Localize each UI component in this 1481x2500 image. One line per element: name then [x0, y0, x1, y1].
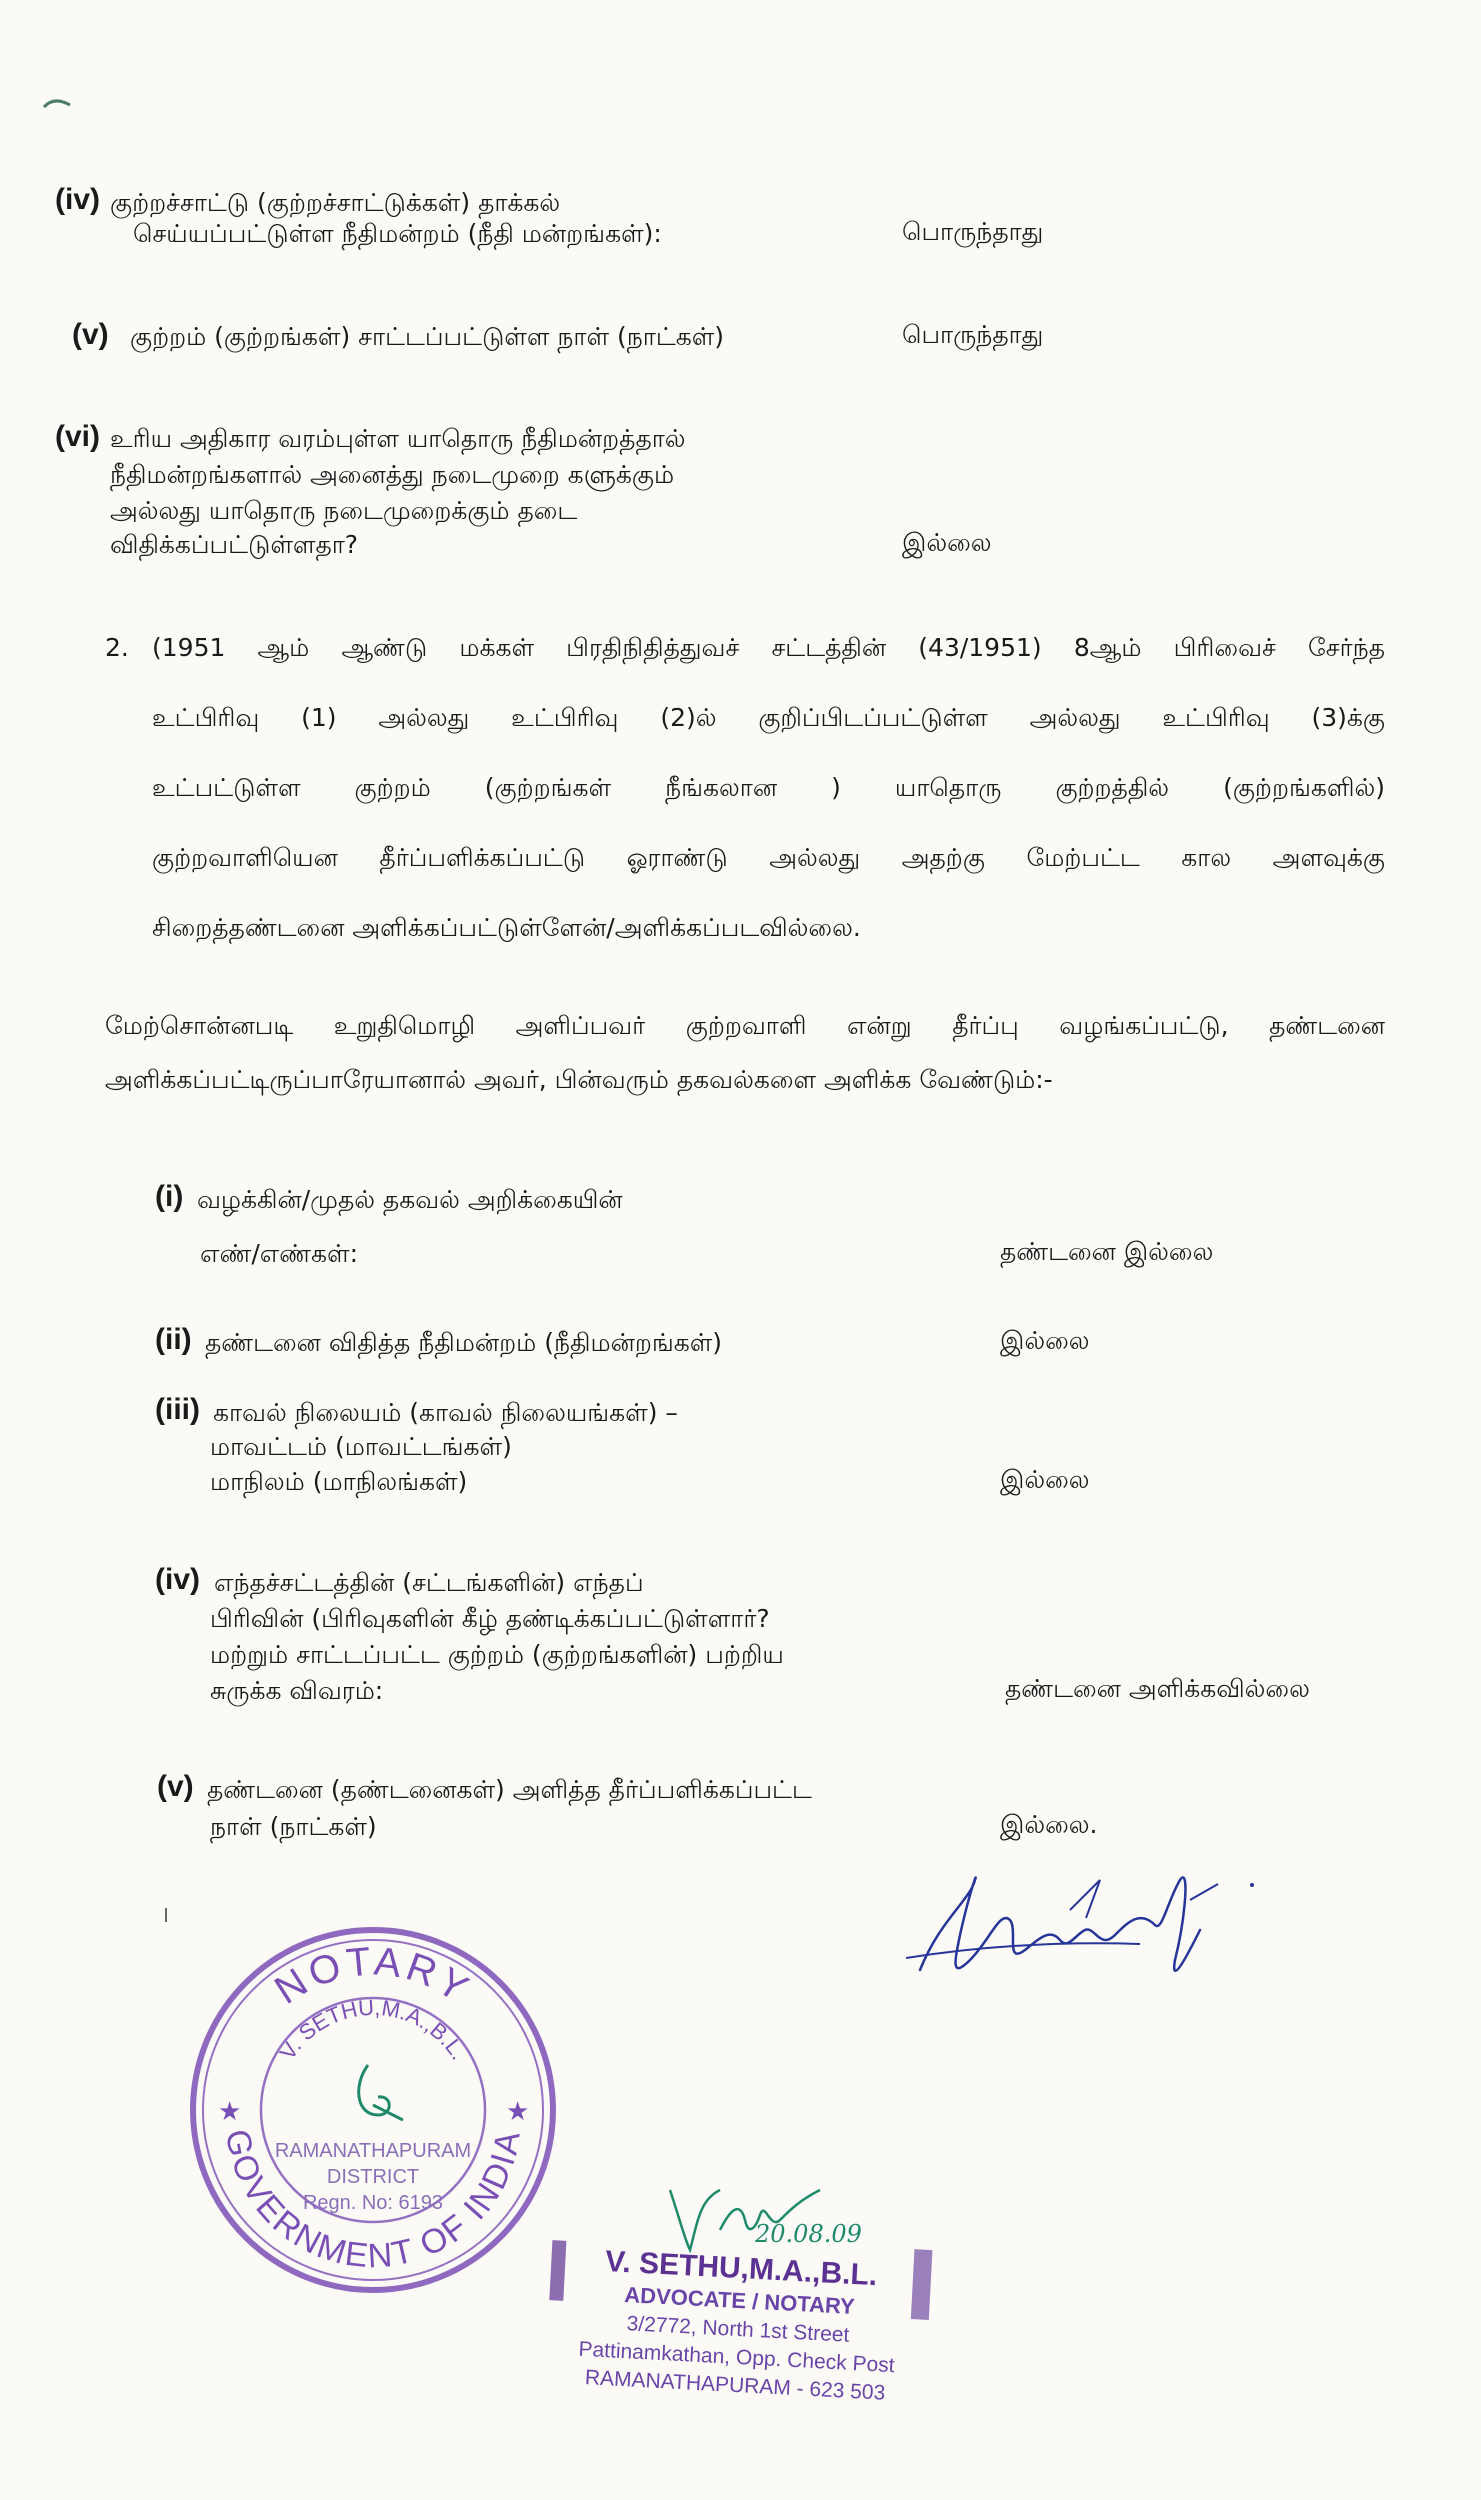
item-number: (iii)	[155, 1393, 200, 1426]
stamp-address-line: RAMANATHAPURAM - 623 503	[584, 2366, 886, 2405]
item-number: (iv)	[155, 1563, 200, 1596]
item-number: (v)	[72, 318, 109, 351]
item-text: எந்தச்சட்டத்தின் (சட்டங்களின்) எந்தப்	[214, 1568, 644, 1597]
item-text: வழக்கின்/முதல் தகவல் அறிக்கையின்	[197, 1185, 623, 1214]
paragraph-number: 2.	[105, 633, 129, 662]
item-text: மற்றும் சாட்டப்பட்ட குற்றம் (குற்றங்களின்) பற்றிய	[210, 1640, 784, 1669]
answer-text: தண்டனை இல்லை	[1000, 1237, 1214, 1266]
item-text: விதிக்கப்பட்டுள்ளதா?	[110, 530, 359, 559]
paragraph-line: உட்பிரிவு (1) அல்லது உட்பிரிவு (2)ல் குறிப்பிடப்பட்டுள்ள அல்லது உட்பிரிவு (3)க்கு	[152, 703, 1385, 732]
advocate-stamp	[543, 2220, 933, 2440]
paragraph-line: குற்றவாளியென தீர்ப்பளிக்கப்பட்டு ஓராண்டு அல்லது அதற்கு மேற்பட்ட கால அளவுக்கு	[152, 843, 1385, 872]
item-text: நீதிமன்றங்களால் அனைத்து நடைமுறை களுக்கும்	[110, 460, 675, 489]
declaration-line: அளிக்கப்பட்டிருப்பாரேயானால் அவர், பின்வரும் தகவல்களை அளிக்க வேண்டும்:-	[105, 1065, 1053, 1094]
scan-mark	[42, 98, 72, 108]
seal-place-text: RAMANATHAPURAM	[274, 2140, 472, 2162]
item-number: (vi)	[55, 420, 100, 453]
item-text: சுருக்க விவரம்:	[210, 1676, 384, 1705]
item-text: நாள் (நாட்கள்)	[210, 1812, 377, 1841]
seal-district-text: DISTRICT	[326, 2166, 420, 2188]
item-text: தண்டனை விதித்த நீதிமன்றம் (நீதிமன்றங்கள்)	[205, 1328, 723, 1357]
item-number: (v)	[157, 1770, 194, 1803]
declaration-line: மேற்சொன்னபடி உறுதிமொழி அளிப்பவர் குற்றவாளி என்று தீர்ப்பு வழங்கப்பட்டு, தண்டனை	[105, 1011, 1385, 1040]
item-text: எண்/எண்கள்:	[200, 1239, 359, 1268]
item-text: மாநிலம் (மாநிலங்கள்)	[210, 1467, 468, 1496]
stamp-address-line: Pattinamkathan, Opp. Check Post	[578, 2337, 896, 2378]
notary-seal	[178, 1915, 568, 2299]
svg-text:V. SETHU,M.A.,B.L.	[275, 1995, 472, 2064]
seal-top-text: NOTARY	[267, 1939, 479, 2013]
seal-bottom-text: GOVERNMENT OF INDIA	[217, 2126, 528, 2276]
item-text: அல்லது யாதொரு நடைமுறைக்கும் தடை	[110, 496, 578, 525]
item-text: பிரிவின் (பிரிவுகளின் கீழ் தண்டிக்கப்பட்டுள்ளார்?	[210, 1604, 770, 1633]
item-text: காவல் நிலையம் (காவல் நிலையங்கள்) –	[213, 1398, 678, 1427]
stamp-title: ADVOCATE / NOTARY	[623, 2282, 856, 2320]
seal-name-text: V. SETHU,M.A.,B.L.	[274, 1994, 472, 2065]
answer-text: பொருந்தாது	[902, 320, 1044, 349]
answer-text: இல்லை	[902, 528, 992, 557]
answer-text: தண்டனை அளிக்கவில்லை	[1005, 1674, 1310, 1703]
star-icon: ★	[506, 2097, 530, 2127]
answer-text: இல்லை	[1000, 1465, 1090, 1494]
answer-text: பொருந்தாது	[902, 217, 1044, 246]
item-number: (ii)	[155, 1323, 192, 1356]
paragraph-line: (1951 ஆம் ஆண்டு மக்கள் பிரதிநிதித்துவச் சட்டத்தின் (43/1951) 8ஆம் பிரிவைச் சேர்ந்த	[152, 633, 1385, 662]
item-text: மாவட்டம் (மாவட்டங்கள்)	[210, 1432, 512, 1461]
star-icon: ★	[218, 2097, 242, 2127]
stamp-address-line: 3/2772, North 1st Street	[626, 2312, 850, 2347]
signature	[900, 1840, 1280, 2020]
item-number: (i)	[155, 1180, 184, 1213]
initials-mark	[359, 2065, 403, 2120]
item-text: குற்றம் (குற்றங்கள்) சாட்டப்பட்டுள்ள நாள் (நாட்கள்)	[130, 322, 725, 351]
scan-tick	[165, 1908, 167, 1922]
answer-text: இல்லை	[1000, 1326, 1090, 1355]
item-text: தண்டனை (தண்டனைகள்) அளித்த தீர்ப்பளிக்கப்பட்ட	[207, 1775, 812, 1804]
item-number: (iv)	[55, 183, 100, 216]
paragraph-line: உட்பட்டுள்ள குற்றம் (குற்றங்கள் நீங்கலான ) யாதொரு குற்றத்தில் (குற்றங்களில்)	[152, 773, 1385, 802]
item-text: உரிய அதிகார வரம்புள்ள யாதொரு நீதிமன்றத்தால்	[110, 424, 686, 453]
item-text: செய்யப்பட்டுள்ள நீதிமன்றம் (நீதி மன்றங்கள்):	[133, 219, 662, 248]
answer-text: இல்லை.	[1000, 1810, 1098, 1839]
item-text: குற்றச்சாட்டு (குற்றச்சாட்டுக்கள்) தாக்கல்	[110, 188, 561, 217]
seal-regn-text: Regn. No: 6193	[302, 2192, 444, 2214]
paragraph-line: சிறைத்தண்டனை அளிக்கப்பட்டுள்ளேன்/அளிக்கப்படவில்லை.	[152, 913, 861, 942]
stamp-name: V. SETHU,M.A.,B.L.	[604, 2244, 879, 2293]
stamp-date: 20.08.09	[755, 2220, 862, 2248]
